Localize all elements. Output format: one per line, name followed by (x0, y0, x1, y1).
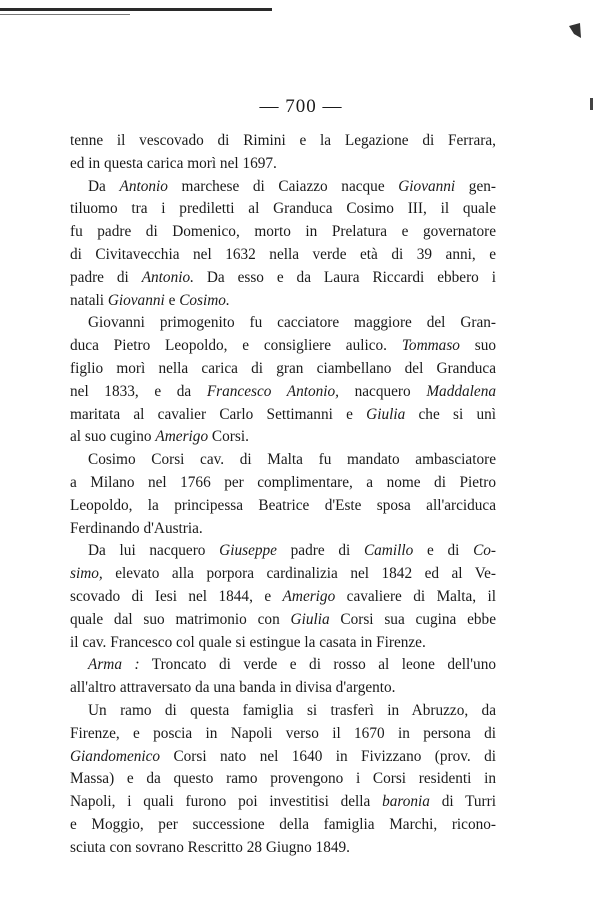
text-segment: il cav. Francesco col quale si estingue la casata in Firenze. (70, 633, 426, 651)
text-line (70, 632, 496, 655)
text-segment: ed in questa carica morì nel 1697. (70, 154, 277, 172)
text-segment: Corsi. (208, 428, 249, 446)
text-segment: Troncato di verde e di rosso al leone dell'uno (139, 656, 496, 674)
text-segment: Corsi nato nel 1640 in Fivizzano (prov. di (160, 747, 496, 765)
text-line (70, 130, 496, 153)
text-line (70, 654, 496, 677)
italic-segment: Cosimo. (179, 291, 230, 309)
text-line (70, 244, 496, 267)
text-segment: Firenze, e poscia in Napoli verso il 1670 in persona di (70, 724, 496, 742)
text-segment: scovado di Iesi nel 1844, e (70, 587, 283, 605)
text-line (70, 335, 496, 358)
text-segment: marchese di Caiazzo nacque (167, 177, 399, 195)
text-line (70, 540, 496, 563)
scan-top-rule-thin (0, 14, 130, 15)
text-segment: Napoli, i quali furono poi investitisi della (70, 793, 383, 811)
text-segment: elevato alla porpora cardinalizia nel 1842 ed al Ve- (102, 565, 496, 583)
text-line (70, 563, 496, 586)
text-line (70, 814, 496, 837)
text-segment: e di (413, 542, 474, 560)
text-line (70, 290, 496, 313)
text-segment: maritata al cavalier Carlo Settimanni e (70, 405, 367, 423)
text-segment: di Civitavecchia nel 1632 nella verde età di 39 anni, e (70, 245, 496, 263)
italic-segment: Giulia (290, 610, 330, 628)
text-line (70, 495, 496, 518)
page-body (70, 130, 496, 860)
text-segment: e (164, 291, 180, 309)
text-segment: Corsi sua cugina ebbe (329, 610, 496, 628)
page-number: — 700 — (259, 96, 343, 117)
scan-corner-mark (568, 22, 582, 40)
italic-segment: Amerigo (282, 587, 336, 605)
italic-segment: Antonio (119, 177, 168, 195)
italic-segment: Giovanni (107, 291, 165, 309)
scan-top-rule (0, 8, 272, 11)
text-line (70, 221, 496, 244)
text-line (70, 609, 496, 632)
text-line (70, 586, 496, 609)
text-segment: sciuta con sovrano Rescritto 28 Giugno 1849. (70, 838, 350, 856)
italic-segment: Giulia (366, 405, 406, 423)
text-segment: Cosimo Corsi cav. di Malta fu mandato ambasciatore (88, 451, 496, 469)
text-segment: Massa) e da questo ramo provengono i Corsi residenti in (70, 770, 496, 788)
text-line (70, 176, 496, 199)
text-line (70, 449, 496, 472)
italic-segment: Camillo (363, 542, 414, 560)
italic-segment: Amerigo (155, 428, 209, 446)
text-segment: Da lui nacquero (88, 542, 220, 560)
text-segment: a Milano nel 1766 per complimentare, a nome di Pietro (70, 473, 496, 491)
italic-segment: baronia (382, 793, 430, 811)
text-segment: che si unì (405, 405, 496, 423)
text-segment: Leopoldo, la principessa Beatrice d'Este sposa all'arciduca (70, 496, 496, 514)
italic-segment: Giovanni (398, 177, 456, 195)
text-line (70, 358, 496, 381)
text-segment: tenne il vescovado di Rimini e la Legazione di Ferrara, (70, 132, 496, 149)
italic-segment: Francesco Antonio, (206, 382, 339, 400)
text-segment: quale dal suo matrimonio con (70, 610, 291, 628)
italic-segment: Co- (473, 542, 497, 560)
text-line (70, 746, 496, 769)
text-segment: cavaliere di Malta, il (335, 587, 497, 605)
text-segment: nacquero (339, 382, 427, 400)
italic-segment: Maddalena (426, 382, 496, 400)
text-line (70, 677, 496, 700)
text-segment: all'altro attraversato da una banda in divisa d'argento. (70, 679, 396, 697)
text-line (70, 472, 496, 495)
text-line (70, 723, 496, 746)
italic-segment: Giandomenico (70, 747, 161, 765)
text-segment: e Moggio, per successione della famiglia Marchi, ricono- (70, 815, 496, 833)
text-segment: nel 1833, e da (70, 382, 207, 400)
italic-segment: Giuseppe (219, 542, 277, 560)
text-segment: Da esso e da Laura Riccardi ebbero i (193, 268, 496, 286)
italic-segment: Arma : (88, 656, 140, 674)
text-segment: figlio morì nella carica di gran ciambellano del Granduca (70, 359, 496, 377)
text-line (70, 837, 496, 860)
italic-segment: simo, (70, 565, 103, 583)
text-line (70, 404, 496, 427)
text-segment: padre di (70, 268, 142, 286)
text-segment: suo (459, 337, 496, 355)
text-segment: Da (88, 177, 120, 195)
text-line (70, 700, 496, 723)
text-segment: Ferdinando d'Austria. (70, 519, 203, 537)
text-segment: duca Pietro Leopoldo, e consigliere aulico. (70, 337, 402, 355)
italic-segment: Antonio. (141, 268, 194, 286)
text-line (70, 426, 496, 449)
text-segment: Un ramo di questa famiglia si trasferì in Abruzzo, da (88, 701, 496, 719)
text-segment: fu padre di Domenico, morto in Prelatura e governatore (70, 223, 496, 241)
text-segment: padre di (276, 542, 364, 560)
text-segment: gen- (455, 177, 496, 195)
text-line (70, 312, 496, 335)
text-segment: di Turri (429, 793, 496, 811)
text-line (70, 791, 496, 814)
text-segment: al suo cugino (70, 428, 156, 446)
text-line (70, 153, 496, 176)
text-segment: natali (70, 291, 108, 309)
italic-segment: Tommaso (401, 337, 460, 355)
text-line (70, 381, 496, 404)
text-segment: Giovanni primogenito fu cacciatore maggiore del Gran- (88, 314, 496, 332)
text-line (70, 198, 496, 221)
text-line (70, 768, 496, 791)
text-line (70, 518, 496, 541)
text-segment: tiluomo tra i prediletti al Granduca Cosimo III, il quale (70, 200, 496, 218)
text-line (70, 267, 496, 290)
